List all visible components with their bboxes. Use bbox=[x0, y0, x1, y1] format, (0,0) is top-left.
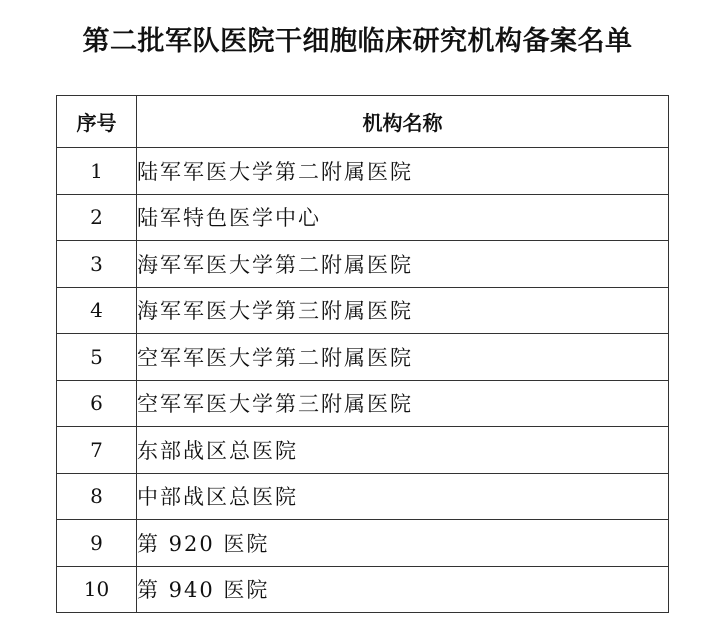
table-row bbox=[57, 334, 669, 381]
table-row bbox=[57, 241, 669, 288]
table-row bbox=[57, 473, 669, 520]
row-seq: 1 bbox=[57, 148, 137, 195]
row-institution-name: 第 940 医院 bbox=[137, 566, 669, 613]
row-institution-name: 海军军医大学第三附属医院 bbox=[137, 287, 669, 334]
table-row bbox=[57, 287, 669, 334]
row-institution-name: 第 920 医院 bbox=[137, 520, 669, 567]
row-seq: 10 bbox=[57, 566, 137, 613]
document-title: 第二批军队医院干细胞临床研究机构备案名单 bbox=[82, 26, 633, 57]
table-header-row bbox=[57, 96, 669, 148]
table-row bbox=[57, 194, 669, 241]
row-seq: 8 bbox=[57, 473, 137, 520]
institution-registry-table bbox=[56, 95, 669, 613]
table-row bbox=[57, 566, 669, 613]
row-institution-name: 陆军特色医学中心 bbox=[137, 194, 669, 241]
column-header-name: 机构名称 bbox=[137, 96, 669, 148]
row-institution-name: 东部战区总医院 bbox=[137, 427, 669, 474]
table-row bbox=[57, 380, 669, 427]
row-institution-name: 海军军医大学第二附属医院 bbox=[137, 241, 669, 288]
row-institution-name: 空军军医大学第二附属医院 bbox=[137, 334, 669, 381]
row-seq: 2 bbox=[57, 194, 137, 241]
table-row bbox=[57, 427, 669, 474]
row-institution-name: 中部战区总医院 bbox=[137, 473, 669, 520]
row-institution-name: 陆军军医大学第二附属医院 bbox=[137, 148, 669, 195]
row-seq: 6 bbox=[57, 380, 137, 427]
table-row bbox=[57, 148, 669, 195]
row-seq: 9 bbox=[57, 520, 137, 567]
column-header-seq: 序号 bbox=[57, 96, 137, 148]
row-institution-name: 空军军医大学第三附属医院 bbox=[137, 380, 669, 427]
row-seq: 5 bbox=[57, 334, 137, 381]
row-seq: 4 bbox=[57, 287, 137, 334]
row-seq: 3 bbox=[57, 241, 137, 288]
row-seq: 7 bbox=[57, 427, 137, 474]
table-row bbox=[57, 520, 669, 567]
